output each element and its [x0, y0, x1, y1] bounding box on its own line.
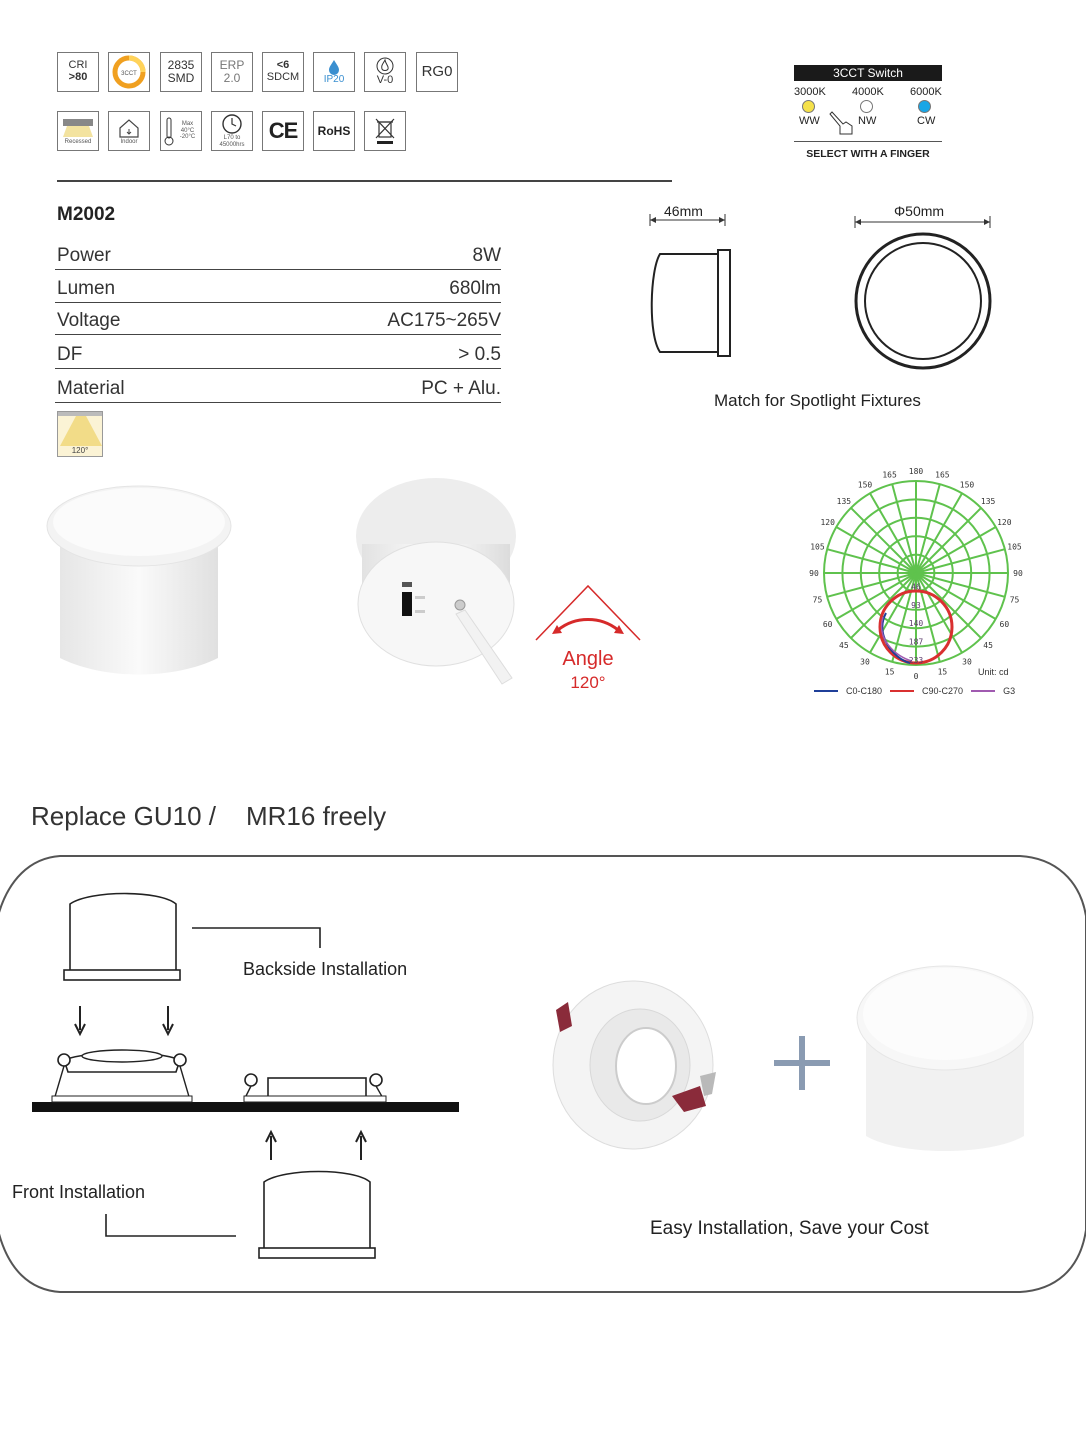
ce-icon — [262, 111, 304, 151]
legend-label-g3: G3 — [1003, 686, 1016, 696]
sdcm-icon — [262, 52, 304, 92]
polar-radial-label: 93 — [911, 600, 921, 610]
polar-angle-label: 150 — [959, 480, 975, 490]
switch-temp-4000k: 4000K — [852, 86, 884, 98]
switch-dot-ww — [802, 100, 815, 113]
replace-heading-b: MR16 freely — [246, 801, 387, 831]
ip20-icon — [313, 52, 355, 92]
switch-note: SELECT WITH A FINGER — [806, 148, 930, 160]
switch-divider — [794, 141, 942, 142]
3cct-wheel-icon — [112, 55, 146, 89]
match-text: Match for Spotlight Fixtures — [714, 391, 921, 410]
spec-key: Lumen — [57, 278, 116, 299]
cri-label: CRI — [68, 59, 88, 72]
dim-depth: 46mm — [664, 203, 703, 219]
product-photo-front — [44, 480, 234, 680]
dimension-drawing — [640, 210, 1010, 370]
polar-angle-label: 75 — [1009, 595, 1020, 605]
switch-code-ww: WW — [799, 115, 820, 127]
legend-swatch-g3 — [971, 690, 995, 692]
polar-angle-label: 165 — [935, 470, 950, 480]
polar-angle-label: 0 — [913, 672, 919, 681]
polar-angle-label: 45 — [983, 641, 993, 651]
ce-label: CE — [268, 118, 298, 144]
recessed-graphic-icon — [61, 117, 95, 139]
beam-cone-icon — [58, 412, 103, 448]
replace-heading-a: Replace GU10 / — [31, 801, 216, 831]
polar-legend — [814, 686, 1015, 696]
rg0-label: RG0 — [421, 63, 453, 81]
spec-key: Power — [57, 245, 111, 266]
clock-icon — [221, 113, 243, 135]
switch-code-nw: NW — [858, 115, 877, 127]
water-drop-icon — [327, 59, 341, 75]
polar-radial-label: 233 — [908, 656, 924, 665]
lifetime-icon — [211, 111, 253, 151]
spec-key: Material — [57, 378, 125, 399]
polar-unit: Unit: cd — [978, 667, 1009, 677]
angle-value: 120° — [570, 673, 606, 692]
rohs-icon — [313, 111, 355, 151]
switch-temp-6000k: 6000K — [910, 86, 942, 98]
svg-text:3CCT: 3CCT — [121, 71, 137, 77]
indoor-label: Indoor — [120, 138, 138, 145]
spec-row-power — [55, 240, 501, 270]
sdcm-value: <6 — [276, 59, 290, 72]
smd-label: SMD — [167, 71, 195, 85]
spec-row-df — [55, 339, 501, 369]
cri-value: >80 — [68, 71, 88, 83]
spec-value: AC175~265V — [387, 310, 501, 331]
recessed-icon — [57, 111, 99, 151]
easy-installation-label: Easy Installation, Save your Cost — [650, 1218, 929, 1239]
polar-angle-label: 135 — [836, 496, 852, 506]
spec-key: DF — [57, 344, 83, 365]
v0-icon — [364, 52, 406, 92]
rohs-label: RoHS — [317, 123, 351, 138]
model-name: M2002 — [57, 204, 116, 225]
spec-value: > 0.5 — [458, 344, 501, 365]
erp-version: 2.0 — [223, 71, 241, 85]
header-rule — [57, 180, 672, 182]
polar-radial-label: 140 — [908, 619, 924, 629]
dim-diameter: Φ50mm — [894, 203, 945, 219]
polar-angle-label: 150 — [857, 480, 873, 490]
temperature-label: Max 40°C -20°C — [179, 121, 196, 141]
rg0-icon — [416, 52, 458, 92]
polar-angle-label: 30 — [962, 657, 972, 667]
polar-angle-label: 15 — [937, 667, 948, 677]
polar-angle-label: 30 — [860, 657, 870, 667]
flame-icon — [376, 57, 394, 75]
spec-row-lumen — [55, 273, 501, 303]
polar-angle-label: 60 — [999, 620, 1010, 629]
polar-radial-label: 46 — [911, 582, 921, 592]
switch-title: 3CCT Switch — [794, 65, 942, 81]
erp-label: ERP — [219, 58, 245, 73]
polar-angle-label: 90 — [1013, 569, 1023, 578]
spec-row-material — [55, 373, 501, 403]
cri-icon — [57, 52, 99, 92]
ip20-label: IP20 — [323, 73, 345, 85]
smd-icon — [160, 52, 202, 92]
3cct-icon — [108, 52, 150, 92]
legend-swatch-c0 — [814, 690, 838, 692]
switch-dot-nw — [860, 100, 873, 113]
polar-angle-label: 15 — [884, 667, 895, 677]
beam-angle-badge — [57, 411, 103, 457]
switch-dot-cw — [918, 100, 931, 113]
spec-row-voltage — [55, 305, 501, 335]
polar-angle-label: 105 — [1007, 542, 1022, 552]
front-installation-label: Front Installation — [12, 1182, 146, 1202]
legend-label-c0: C0-C180 — [846, 686, 883, 696]
angle-graphic — [530, 582, 646, 642]
polar-angle-label: 90 — [809, 569, 819, 578]
product-photo-back — [352, 474, 522, 689]
finger-icon — [826, 110, 856, 138]
polar-radial-label: 187 — [908, 637, 924, 647]
lifetime-label: L70 to 45000hrs — [219, 135, 245, 148]
polar-angle-label: 135 — [980, 496, 996, 506]
angle-label: Angle — [562, 648, 614, 670]
temperature-icon — [160, 111, 202, 151]
thermometer-icon — [164, 116, 174, 146]
polar-angle-label: 120 — [820, 518, 835, 527]
crossed-bin-icon — [373, 116, 397, 146]
indoor-icon — [108, 111, 150, 151]
house-icon — [117, 117, 141, 139]
polar-angle-label: 180 — [908, 467, 924, 476]
spec-value: PC + Alu. — [421, 378, 501, 399]
v0-label: V-0 — [376, 74, 394, 87]
beam-angle-label: 120° — [71, 446, 89, 455]
polar-angle-label: 45 — [839, 641, 849, 651]
switch-code-cw: CW — [917, 115, 936, 127]
backside-installation-label: Backside Installation — [243, 959, 408, 979]
polar-angle-label: 165 — [882, 470, 897, 480]
legend-label-c90: C90-C270 — [922, 686, 964, 696]
erp-icon — [211, 52, 253, 92]
polar-angle-label: 60 — [822, 620, 833, 629]
smd-number: 2835 — [167, 58, 195, 73]
spec-value: 680lm — [449, 278, 501, 299]
weee-icon — [364, 111, 406, 151]
spec-key: Voltage — [57, 310, 121, 331]
sdcm-label: SDCM — [266, 71, 300, 83]
spec-value: 8W — [472, 245, 501, 266]
legend-swatch-c90 — [890, 690, 914, 692]
switch-temp-3000k: 3000K — [794, 86, 826, 98]
polar-angle-label: 75 — [812, 595, 823, 605]
polar-angle-label: 120 — [997, 518, 1012, 527]
polar-angle-label: 105 — [810, 542, 825, 552]
recessed-label: Recessed — [64, 138, 92, 145]
